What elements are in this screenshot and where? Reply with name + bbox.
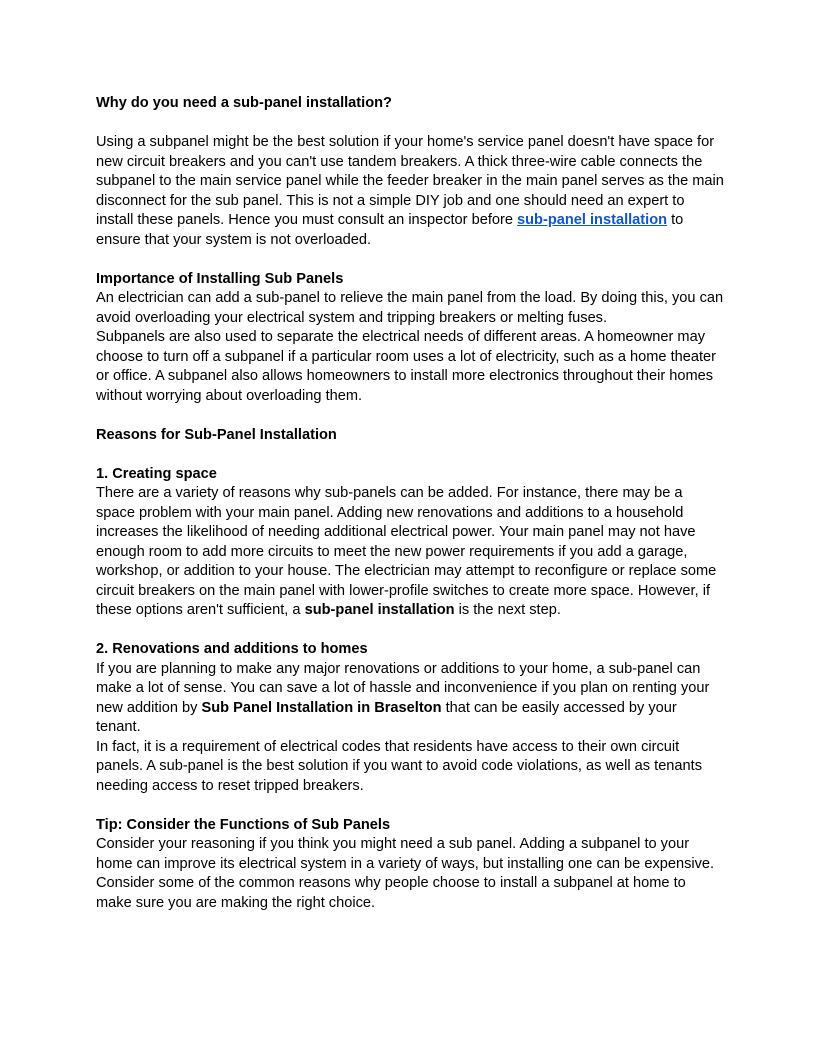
document-page [96,94,724,913]
reason-2-heading: 2. Renovations and additions to homes [96,641,368,657]
importance-paragraph-2: Subpanels are also used to separate the electrical needs of different areas. A homeowner may choose to turn off a subpanel if a particular room uses a lot of electricity, such as a home theater or office. A subpanel also allows homeowners to install more electronics throughout their homes without worrying about overloading them. [96,329,717,404]
tip-paragraph: Consider your reasoning if you think you might need a sub panel. Adding a subpanel to your home can improve its electrical system in a variety of ways, but installing one can be expensive. Consider some of the common reasons why people choose to install a subpanel at home to make sure you are making the right choice. [96,836,715,911]
tip-heading: Tip: Consider the Functions of Sub Panels [96,816,391,833]
page-title: Why do you need a sub-panel installation? [96,95,392,111]
spacer [96,445,724,465]
reason-2-paragraph-1: If you are planning to make any major renovations or additions to your home, a sub-panel can make a lot of sense. You can save a lot of hassle and inconvenience if you plan on renting your new addition by Sub Panel Installation in Braselton that can be easily accessed by your tenant. [96,660,710,735]
spacer [96,621,724,641]
importance-heading: Importance of Installing Sub Panels [96,270,344,287]
spacer [96,250,724,270]
reasons-heading: Reasons for Sub-Panel Installation [96,426,337,443]
spacer [96,406,724,426]
sub-panel-installation-link[interactable]: sub-panel installation [517,212,668,228]
spacer [96,796,724,816]
reason-2-paragraph-2: In fact, it is a requirement of electrical codes that residents have access to their own circuit panels. A sub-panel is the best solution if you want to avoid code violations, as well as tenants needing access to reset tripped breakers. [96,738,703,794]
importance-paragraph-1: An electrician can add a sub-panel to relieve the main panel from the load. By doing this, you can avoid overloading your electrical system and tripping breakers or melting fuses. [96,290,724,326]
intro-paragraph: Using a subpanel might be the best solution if your home's service panel doesn't have space for new circuit breakers and you can't use tandem breakers. A thick three-wire cable connects the subpanel to the main service panel while the feeder breaker in the main panel serves as the main disconnect for the sub panel. This is not a simple DIY job and one should need an expert to install these panels. Hence you must consult an inspector before sub-panel installation to ensure that your system is not overloaded. [96,134,724,248]
reason-1-heading: 1. Creating space [96,465,217,482]
reason-1-paragraph: There are a variety of reasons why sub-panels can be added. For instance, there may be a space problem with your main panel. Adding new renovations and additions to a household increases the likelihood of needing additional electrical power. Your main panel may not have enough room to add more circuits to meet the new power requirements if you add a garage, workshop, or addition to your house. The electrician may attempt to reconfigure or replace some circuit breakers on the main panel with lower-profile switches to create more space. However, if these options aren't sufficient, a sub-panel installation is the next step. [96,485,717,618]
spacer [96,114,724,134]
